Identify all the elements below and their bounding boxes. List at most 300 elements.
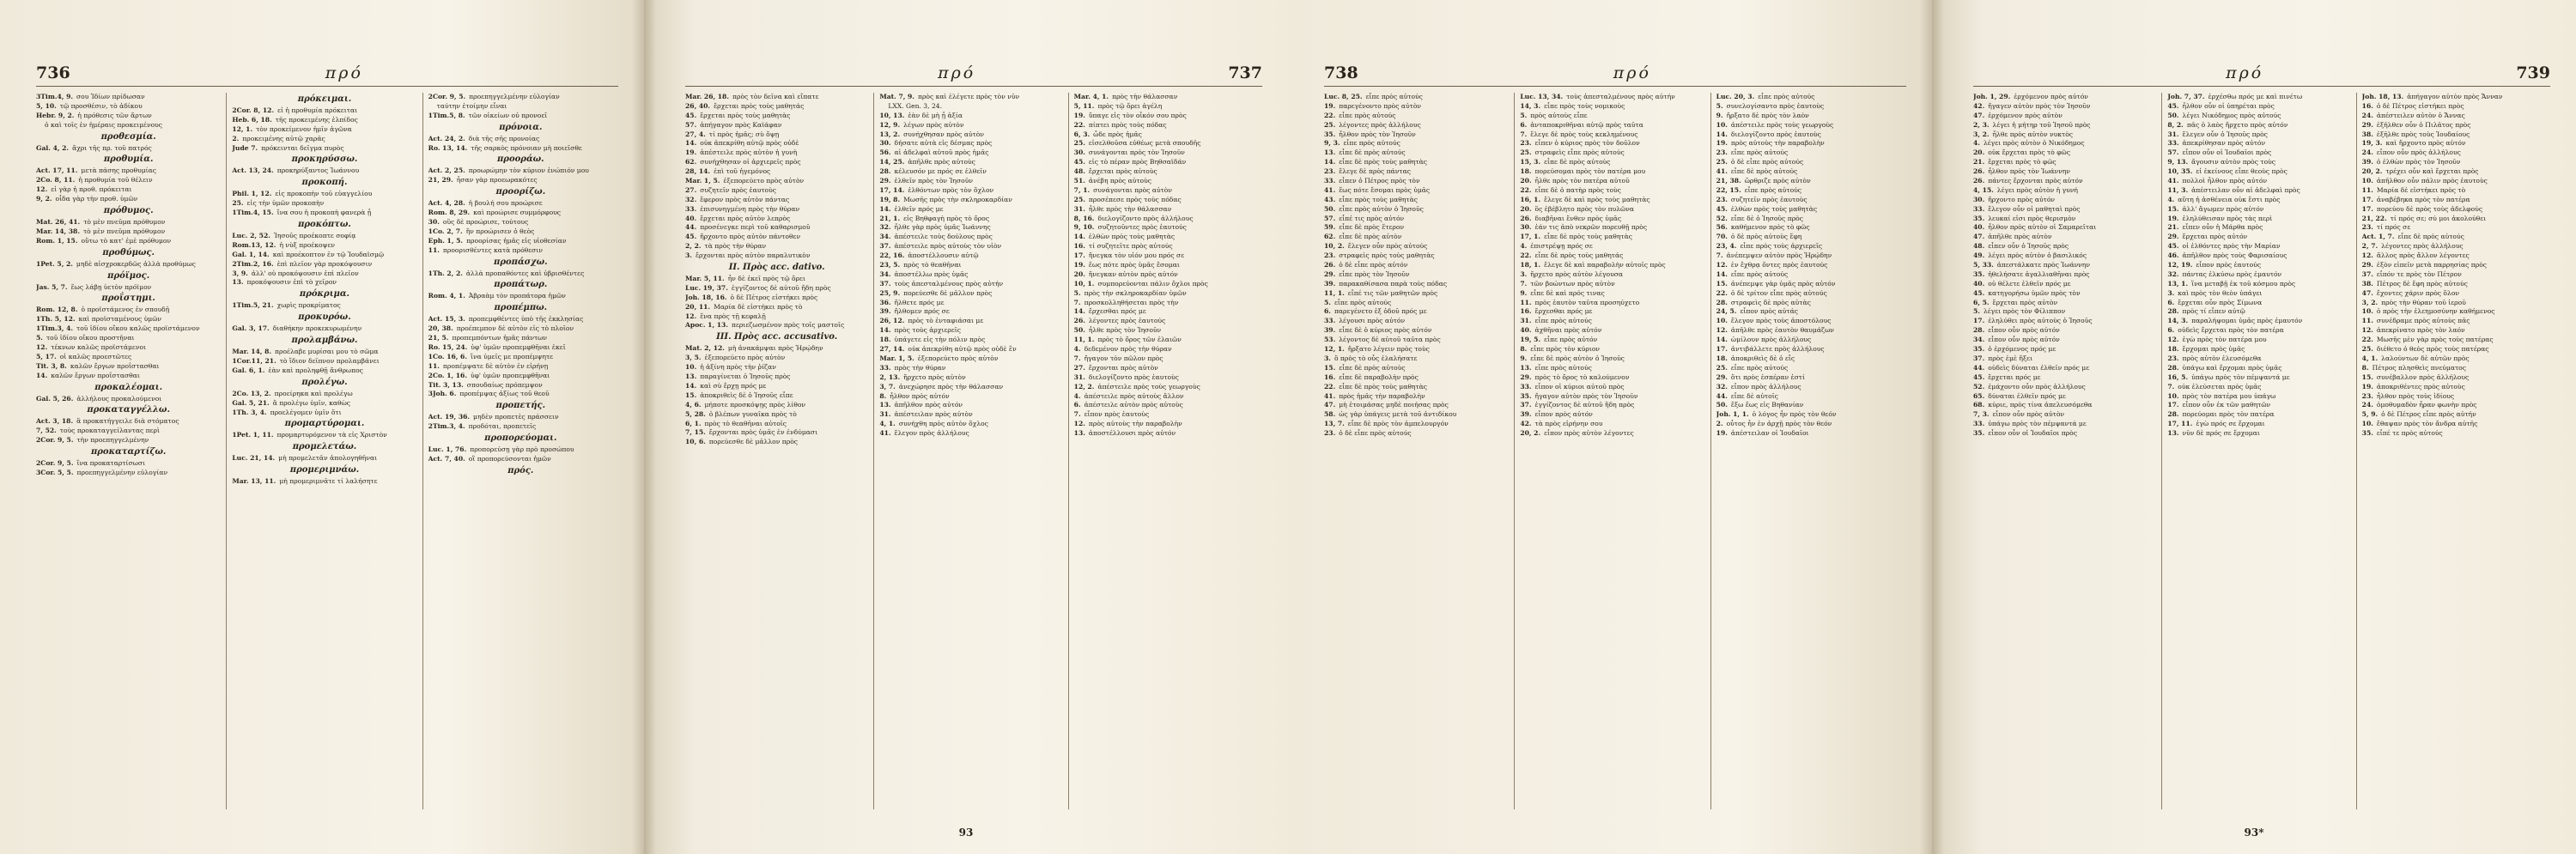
verse-reference: 2Co. 8, 11. [36,176,76,185]
concordance-entry [232,167,416,176]
verse-reference: 17, 14. [879,185,905,194]
verse-reference: 26. [1973,177,1985,185]
page-738 [1288,0,1932,854]
entry-text: εἰς τὴν ὑμῶν προκοπὴν [246,199,325,208]
concordance-entry [1074,280,1257,289]
concordance-entry [1520,158,1704,167]
headword: προκοπή. [301,178,348,188]
verse-reference: Act. 4, 28. [428,199,465,208]
concordance-entry [36,343,221,353]
concordance-entry [2167,429,2350,439]
concordance-entry [1074,158,1257,167]
concordance-entry [1074,130,1257,140]
entry-text: ἀπέστειλαν οὖν αἱ ἀδελφαὶ πρὸς [2191,185,2300,194]
concordance-entry [685,112,868,121]
entry-text: ἀλλ' ἄγωμεν πρὸς αὐτόν [2182,204,2264,213]
entry-text: Μαρία δὲ εἱστήκει πρὸς τὸ [2376,185,2466,194]
entry-text: εἶπον πρὸς αὐτόν [1534,410,1593,419]
concordance-entry [1973,130,2156,140]
running-head-word: πρό [1613,64,1651,82]
entry-text: εἶπε πρὸς τὸν κύριον [1530,345,1601,354]
entry-text: προκειμένης αὐτῷ χαρᾶς [242,134,325,142]
concordance-entry [1973,158,2156,167]
verse-reference: Mar. 5, 11. [685,275,725,283]
verse-reference: 7, 15. [685,428,706,437]
verse-reference: 50. [1073,326,1085,335]
concordance-entry [232,301,416,311]
concordance-entry [685,139,868,148]
verse-reference: 3Cor. 5, 5. [36,469,74,477]
entry-text: ἵνα μεταβῇ ἐκ τοῦ κόσμου πρὸς [2191,279,2296,288]
concordance-entry [428,445,613,455]
verse-reference: 4. [1520,242,1528,251]
concordance-entry [1074,93,1257,102]
entry-text: προεπηγγελμένην εὐλογίαν [76,469,168,477]
verse-reference: 18, 1. [1520,261,1541,270]
concordance-entry [2167,242,2350,251]
concordance-entry [2167,233,2350,242]
verse-reference: 25. [232,199,244,208]
verse-reference: 52. [1716,214,1728,222]
concordance-entry [2362,112,2545,121]
concordance-entry [1716,401,1901,410]
concordance-entry [428,413,613,422]
concordance-entry [1074,429,1257,439]
concordance-entry [879,177,1062,186]
verse-reference: 26. [1324,261,1336,270]
concordance-entry [879,345,1062,354]
entry-text: LXX. Gen. 3, 24. [888,101,943,110]
headword: προλέγω. [301,377,348,387]
verse-reference: 13. [879,401,891,409]
entry-text: ἐὰν καὶ προληφθῇ ἄνθρωπος [268,366,363,374]
verse-reference: 5, 28. [685,409,706,418]
entry-text: τὸν προκείμενον ἡμῖν ἀγῶνα [256,124,352,133]
entry-text: προσκολληθήσεται πρὸς τὴν [1084,298,1179,306]
verse-reference: 32. [685,195,697,203]
verse-reference: 3. [2167,288,2175,297]
concordance-entry [2167,299,2350,308]
verse-reference: Act. 1, 7. [2361,233,2395,241]
verse-reference: 28. [2167,410,2179,419]
verse-reference: 40. [685,214,697,222]
entry-text: ἀπῆλθον πρὸς αὐτόν [894,401,963,409]
entry-text: ἀπεκρίνατο πρὸς τὸν λαόν [2376,326,2465,335]
concordance-entry [1324,251,1509,261]
concordance-entry [232,260,416,270]
concordance-entry [2362,186,2545,196]
entry-text: μὴ προμεριμνᾶτε τί λαλήσητε [279,477,378,486]
concordance-entry [428,102,613,112]
verse-reference: 19, 5. [1520,336,1541,344]
verse-reference: 13, 1. [2167,279,2189,288]
entry-text: εἶπον οὖν πρὸς αὐτὸν [1992,410,2065,419]
verse-reference: 22. [1520,185,1532,194]
verse-reference: 33. [1324,317,1336,325]
verse-reference: Gal. 4, 2. [36,143,70,152]
verse-reference: 6. [2167,326,2175,335]
concordance-entry [2362,196,2545,205]
verse-reference: 25. [1073,195,1085,203]
column [36,93,226,809]
verse-reference: 4, 1. [2361,354,2379,362]
entry-text: τῆς σαρκὸς πρόνοιαν μὴ ποιεῖσθε [471,143,582,152]
entry-text: ἔρχεται πρὸς αὐτὸν [1992,298,2058,306]
concordance-entry [1324,121,1509,130]
entry-text: οὐδεὶς ἔρχεται πρὸς τὸν πατέρα [2178,326,2284,335]
entry-text: εἶπε δὲ πρὸς αὐτὸν ὁ Ἰησοῦς [1530,354,1625,362]
entry-text: πολλοὶ ἦλθον πρὸς αὐτόν [2182,177,2268,185]
concordance-entry [1520,139,1704,148]
concordance-entry [36,427,221,436]
verse-reference: 18. [1716,354,1728,362]
concordance-entry [685,148,868,158]
concordance-entry [1324,354,1509,364]
concordance-entry [232,431,416,440]
verse-reference: 13. [1324,148,1336,157]
concordance-entry [1973,186,2156,196]
entry-text: ἤνεγκαν αὐτὸν πρὸς αὐτόν [1088,270,1178,278]
concordance-entry [1324,186,1509,196]
concordance-entry [2362,205,2545,215]
concordance-entry [36,417,221,427]
concordance-entry [428,334,613,343]
verse-reference: 10. [2361,420,2373,428]
concordance-entry [2362,299,2545,308]
verse-reference: 5. [1716,101,1723,110]
concordance-entry [1716,261,1901,270]
concordance-entry [2167,354,2350,364]
entry-text: ἐμάχοντο οὖν πρὸς ἀλλήλους [1988,382,2086,391]
verse-reference: 12, 9. [879,120,901,129]
entry-text: πρὸς καὶ ἐλέγετε πρὸς τὸν νῦν [917,93,1020,100]
entry-text: συζητεῖν πρὸς ἑαυτοὺς [700,185,776,194]
verse-reference: Mar. 4, 1. [1073,93,1109,100]
entry-text: ἀλλ' οὐ προκόψουσιν ἐπὶ πλεῖον [251,269,359,277]
headword: προκαταγγέλλω. [87,405,170,415]
verse-reference: 5. [1073,288,1081,297]
headword: προοράω. [496,154,544,165]
concordance-entry [2167,289,2350,299]
verse-reference: 9, 3. [1324,139,1340,148]
concordance-entry [685,438,868,447]
verse-reference: 30. [428,218,440,227]
entry-text: εἶπον πρὸς αὐτὸν λέγοντες [1544,429,1634,438]
concordance-entry [1074,307,1257,317]
entry-text: εἰς Βηθφαγὴ πρὸς τὸ ὄρος [903,214,990,222]
entry-text: εἶπε δὲ πρὸς αὐτοὺς [1544,158,1611,167]
concordance-entry [1716,130,1901,140]
concordance-entry [1074,205,1257,215]
entry-text: πρὸς τὸν πατέρα μου ὑπάγω [2182,391,2276,400]
entry-text: ἀχθῆναι πρὸς αὐτόν [1534,326,1602,335]
gutter-shadow [632,0,644,854]
verse-reference: 26. [1973,167,1985,176]
entry-text: λέγει πρὸς αὐτὸν ἡ γυνή [1996,185,2078,194]
verse-reference: 19. [1073,111,1085,119]
entry-text: εἶπόν τε πρὸς τὸν Πέτρον [2376,270,2462,278]
column [1068,93,1262,809]
verse-reference: Tit. 3, 8. [36,361,67,370]
concordance-entry [1520,383,1704,392]
entry-text: εἶπε πρὸς αὐτὸν ὁ Ἰησοῦς [1339,204,1424,213]
verse-reference: 23. [2167,354,2179,362]
verse-reference: 4. [1073,391,1081,400]
concordance-entry [685,410,868,420]
concordance-entry [2167,336,2350,345]
verse-reference: 21. [2167,223,2179,232]
columns [36,93,618,809]
concordance-entry [2362,177,2545,186]
concordance-entry [232,399,416,409]
entry-text: λέγοντες πρὸς ἀλλήλους [2381,242,2464,251]
entry-text: προπεμφθέντες ὑπὸ τῆς ἐκκλησίας [468,315,584,324]
verse-reference: 10, 13. [879,111,905,119]
verse-reference: 16. [1324,372,1336,381]
entry-text: στραφεὶς πρὸς τοὺς μαθητὰς [1339,251,1435,260]
entry-text: πρὸς τὸ θεαθῆναι [903,261,962,270]
entry-text: ἡ ἀξίνη πρὸς τὴν ῥίζαν [700,363,776,372]
concordance-entry [1973,270,2156,280]
page-footer-signature: 93* [2244,827,2264,839]
verse-reference: Act. 3, 18. [36,417,74,426]
concordance-entry [1716,326,1901,336]
concordance-entry [879,420,1062,429]
concordance-entry [685,196,868,205]
concordance-entry [1074,102,1257,112]
entry-text: εἶπε δὲ πρὸς τοὺς μαθητὰς [1544,233,1632,241]
concordance-entry [1324,317,1509,326]
concordance-entry [1973,317,2156,326]
entry-text: οὐκ ἔρχεται πρὸς τὸ φῶς [1988,148,2071,157]
verse-reference: 47. [1973,233,1985,241]
entry-text: ὁ ἐλθὼν πρὸς τὸν Ἰησοῦν [2376,158,2461,167]
verse-reference: 12, 19. [2167,261,2193,270]
entry-text: ἀπήγαγον πρὸς Καϊάφαν [700,120,782,129]
concordance-entry [1716,307,1901,317]
concordance-entry [36,459,221,469]
concordance-entry [232,278,416,288]
entry-text: Πέτρος πλησθεὶς πνεύματος [2372,363,2466,372]
entry-text: ἔρχεται πρὸς τοὺς μαθητὰς [700,111,791,119]
verse-reference: 19. [1716,139,1728,148]
entry-text: ἔλεγον οὖν οἱ μαθηταὶ πρὸς [1988,204,2081,213]
concordance-entry [1716,158,1901,167]
verse-reference: 20, 38. [428,324,453,333]
verse-reference: 25. [1716,363,1728,372]
verse-reference: 22. [2361,336,2373,344]
concordance-entry [879,158,1062,167]
verse-reference: 57. [1324,214,1336,222]
entry-text: ἀποστέλλουσιν αὐτῷ [908,251,979,260]
verse-reference: 19, 8. [879,195,901,203]
verse-reference: 23, 4. [1716,242,1737,251]
concordance-entry [2362,345,2545,354]
entry-text: οὐκ ἀπεκρίθη αὐτῷ πρὸς οὐδὲ [700,139,799,148]
entry-text: τοῦ ἰδίου οἴκου καλῶς προϊστάμενον [76,324,200,333]
verse-reference: Mat. 7, 9. [879,93,914,100]
entry-text: εἶπον πρὸς ἑαυτοὺς [1084,410,1150,419]
concordance-entry [232,232,416,241]
concordance-entry [1973,93,2156,102]
entry-text: ἐγγίζοντος δὲ αὐτοῦ ἤδη πρὸς [731,283,831,292]
verse-reference: 8. [879,391,887,400]
entry-text: ὁ δὲ Πέτρος εἶπε πρὸς αὐτήν [2381,410,2476,419]
concordance-entry [1520,280,1704,289]
entry-text: διαθήκην προκεκυρωμένην [272,324,362,333]
verse-reference: 22. [1073,120,1085,129]
concordance-entry [2167,392,2350,402]
verse-reference: 21, 22. [2361,214,2387,222]
verse-reference: 37. [2361,270,2373,278]
entry-text: ἀπῆλθε πρὸς ἑαυτὸν θαυμάζων [1730,326,1834,335]
concordance-entry [1520,410,1704,420]
concordance-entry [428,324,613,334]
verse-reference: 39. [2361,158,2373,167]
concordance-entry [1324,429,1509,439]
verse-reference: 21, 38. [1716,177,1741,185]
concordance-entry [879,251,1062,261]
column [422,93,618,809]
entry-text: ἦλθον πρὸς τὸν Ἰωάννην [1988,167,2070,176]
verse-reference: 10. [685,363,697,372]
verse-reference: 25. [1073,139,1085,148]
verse-reference: 48. [1073,167,1085,176]
verse-reference: Ro. 15, 24. [428,343,468,352]
entry-text: ἀπέστειλαν οἱ Ἰουδαῖοι [1730,429,1809,438]
entry-text: εἶπε δὲ ὁ πατὴρ πρὸς τοὺς [1534,185,1621,194]
entry-text: ἀνέπεμψε γὰρ ὑμᾶς πρὸς αὐτόν [1730,279,1836,288]
entry-text: ἔλεγεν οὖν ὁ Ἰησοῦς πρὸς [2182,130,2268,138]
entry-text: εἶπε πρὸς αὐτούς [1534,363,1592,372]
verse-reference: 15. [2361,372,2373,381]
concordance-entry [1520,364,1704,373]
running-head-word: πρό [938,64,976,82]
concordance-entry [685,321,868,330]
entry-text: καὶ προώρισε συμμόρφους [473,209,562,217]
entry-text: ἀπήγαγον αὐτὸν πρὸς Ἄνναν [2407,93,2503,100]
concordance-entry [36,469,221,478]
entry-text: πρὸς τὸ θεαθῆναι αὐτοῖς [704,419,787,427]
concordance-entry [1324,410,1509,420]
concordance-entry [1074,401,1257,410]
headword: προμελετάω. [292,442,357,452]
verse-reference: 33. [1973,420,1985,428]
concordance-entry [1973,401,2156,410]
entry-text: οὕτω τὸ κατ' ἐμὲ πρόθυμον [81,236,172,245]
verse-reference: 22, 16. [879,251,905,260]
concordance-entry [685,294,868,303]
concordance-entry [879,336,1062,345]
concordance-entry [1716,354,1901,364]
entry-text: χωρὶς προκρίματος [276,301,341,310]
concordance-entry [2362,233,2545,242]
verse-reference: Luc. 1, 76. [428,445,467,454]
concordance-entry [879,130,1062,140]
entry-text: καὶ ἤρχοντο πρὸς αὐτόν [2385,139,2466,148]
verse-reference: 2. [1716,420,1723,428]
concordance-entry [2362,251,2545,261]
verse-reference: 17. [2167,401,2179,409]
verse-reference: 30. [879,139,891,148]
verse-reference: 9, 10. [1073,223,1095,232]
entry-text: ἔφερον πρὸς αὐτὸν πάντας [700,195,790,203]
concordance-entry [685,242,868,251]
entry-text: διελογίζοντο πρὸς ἑαυτοὺς [1088,372,1179,381]
headword: προθύμως. [102,247,155,257]
entry-text: παρεγένοντο πρὸς αὐτὸν [1339,101,1422,110]
verse-reference: Hebr. 9, 2. [36,111,75,119]
verse-reference: 27, 4. [685,130,706,138]
verse-reference: 26, 12. [879,317,905,325]
concordance-entry [232,477,416,487]
entry-text: στραφεὶς δὲ πρὸς αὐτὰς [1730,298,1811,306]
entry-text: οὐ θέλετε ἐλθεῖν πρός με [1988,279,2071,288]
entry-text: πίπτει πρὸς τοὺς πόδας [1088,120,1167,129]
concordance-entry [2362,373,2545,383]
entry-text: κέλευσόν με πρός σε ἐλθεῖν [894,167,987,176]
headword: προορίζω. [495,187,546,197]
entry-text: ἀποκριθεὶς δὲ ὁ εἷς [1730,354,1795,362]
concordance-entry [1716,186,1901,196]
verse-reference: 2Tim.3, 4. [428,422,465,431]
entry-text: εἶπε δὲ πρὸς αὐτοὺς [1339,363,1406,372]
verse-reference: 8, 16. [1073,214,1095,222]
concordance-entry [685,312,868,322]
verse-reference: 35. [1973,270,1985,278]
verse-reference: 14, 3. [2167,317,2189,325]
verse-reference: Gal. 5, 21. [232,398,270,407]
concordance-entry [1074,112,1257,121]
verse-reference: 65. [1973,391,1985,400]
entry-text: εἰς προκοπὴν τοῦ εὐαγγελίου [275,190,373,198]
concordance-entry [2362,223,2545,233]
entry-text: λέγουσι πρὸς αὐτόν [1339,317,1406,325]
concordance-entry [1074,326,1257,336]
verse-reference: 21. [1973,158,1985,167]
headword: πρός. [507,465,534,475]
concordance-entry [232,270,416,279]
concordance-entry [1716,215,1901,224]
concordance-entry [1074,215,1257,224]
verse-reference: 37. [1973,354,1985,362]
entry-text: ἔρχονται πρὸς ὑμᾶς ἐν ἐνδύμασι [708,428,818,437]
verse-reference: Rom. 12, 8. [36,306,78,314]
entry-text: σου Ἰδίων πρίδωσαν [76,93,145,100]
verse-reference: 19. [2361,382,2373,391]
verse-reference: 17. [1716,345,1728,354]
verse-reference: 14. [685,139,697,148]
concordance-entry [1324,299,1509,308]
concordance-entry [232,366,416,376]
verse-reference: 41. [1716,167,1728,176]
concordance-entry [2362,317,2545,326]
verse-reference: 31. [1073,204,1085,213]
concordance-entry [2362,420,2545,429]
verse-reference: 23, 5. [879,261,901,270]
verse-reference: 40. [1520,326,1532,335]
concordance-entry [1716,121,1901,130]
entry-text: ἤρχετο πρὸς αὐτὸν [903,372,966,381]
verse-reference: 10, 1. [1073,279,1095,288]
entry-text: καὶ προέκοπτον ἐν τῷ Ἰουδαϊσμῷ [272,250,385,258]
columns [1973,93,2550,809]
entry-text: εἶπε πρὸς αὐτούς [1730,363,1789,372]
verse-reference: 30. [1520,223,1532,232]
headword: προκαλέομαι. [94,382,163,392]
entry-text: συνήχθη πρὸς αὐτὸν ὄχλος [898,420,988,428]
concordance-entry [1973,223,2156,233]
